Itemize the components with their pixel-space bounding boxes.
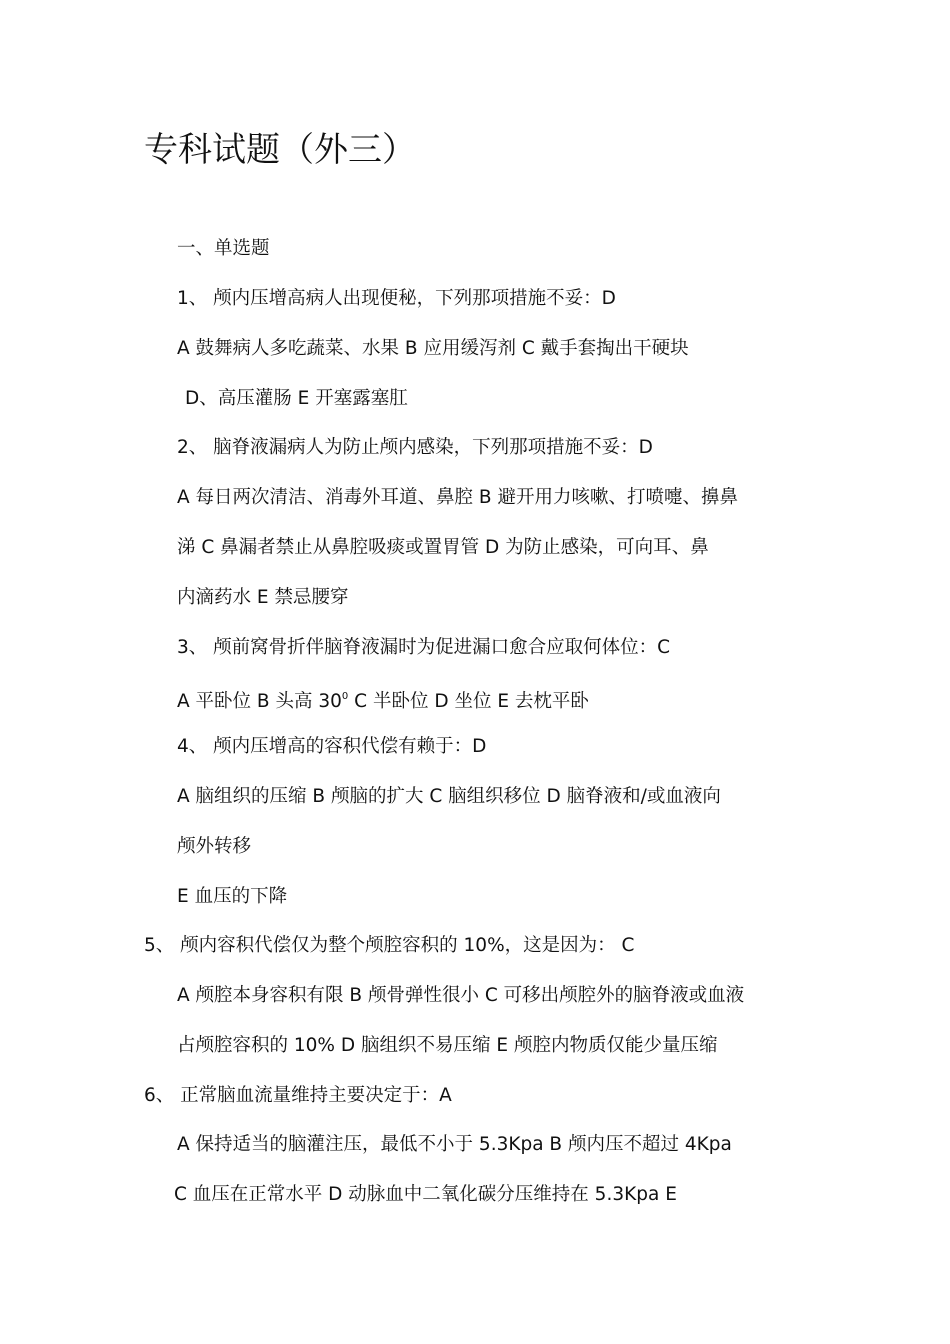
question-5: 5、 颅内容积代偿仅为整个颅腔容积的 10%，这是因为： C [144, 935, 635, 956]
section-heading: 一、单选题 [177, 238, 270, 259]
document-title: 专科试题（外三） [144, 130, 416, 170]
question-4-options: A 脑组织的压缩 B 颅脑的扩大 C 脑组织移位 D 脑脊液和/或血液向 [177, 786, 721, 807]
question-5-options-cont: 占颅腔容积的 10% D 脑组织不易压缩 E 颅腔内物质仅能少量压缩 [177, 1035, 718, 1056]
question-6-options: A 保持适当的脑灌注压，最低不小于 5.3Kpa B 颅内压不超过 4Kpa [177, 1134, 732, 1155]
question-6-options-cont: C 血压在正常水平 D 动脉血中二氧化碳分压维持在 5.3Kpa E [174, 1184, 677, 1205]
question-4-options-end: E 血压的下降 [177, 886, 288, 907]
question-3: 3、 颅前窝骨折伴脑脊液漏时为促进漏口愈合应取何体位：C [177, 637, 671, 658]
question-6: 6、 正常脑血流量维持主要决定于：A [144, 1085, 452, 1106]
question-4: 4、 颅内压增高的容积代偿有赖于：D [177, 736, 487, 757]
question-4-options-cont: 颅外转移 [177, 836, 252, 857]
degree-superscript: 0 [341, 691, 349, 702]
question-2-options: A 每日两次清洁、消毒外耳道、鼻腔 B 避开用力咳嗽、打喷嚏、擤鼻 [177, 487, 738, 508]
question-5-options: A 颅腔本身容积有限 B 颅骨弹性很小 C 可移出颅腔外的脑脊液或血液 [177, 985, 745, 1006]
question-1-options-cont: D、高压灌肠 E 开塞露塞肛 [185, 388, 408, 409]
question-2-options-cont: 涕 C 鼻漏者禁止从鼻腔吸痰或置胃管 D 为防止感染，可向耳、鼻 [177, 537, 709, 558]
question-1: 1、 颅内压增高病人出现便秘，下列那项措施不妥：D [177, 288, 616, 309]
question-1-options: A 鼓舞病人多吃蔬菜、水果 B 应用缓泻剂 C 戴手套掏出干硬块 [177, 338, 689, 359]
question-3-options-part2: C 半卧位 D 坐位 E 去枕平卧 [348, 691, 589, 712]
question-2: 2、 脑脊液漏病人为防止颅内感染，下列那项措施不妥：D [177, 437, 653, 458]
question-3-options-part1: A 平卧位 B 头高 30 [177, 691, 342, 712]
question-2-options-end: 内滴药水 E 禁忌腰穿 [177, 587, 349, 608]
question-3-options [177, 684, 589, 715]
